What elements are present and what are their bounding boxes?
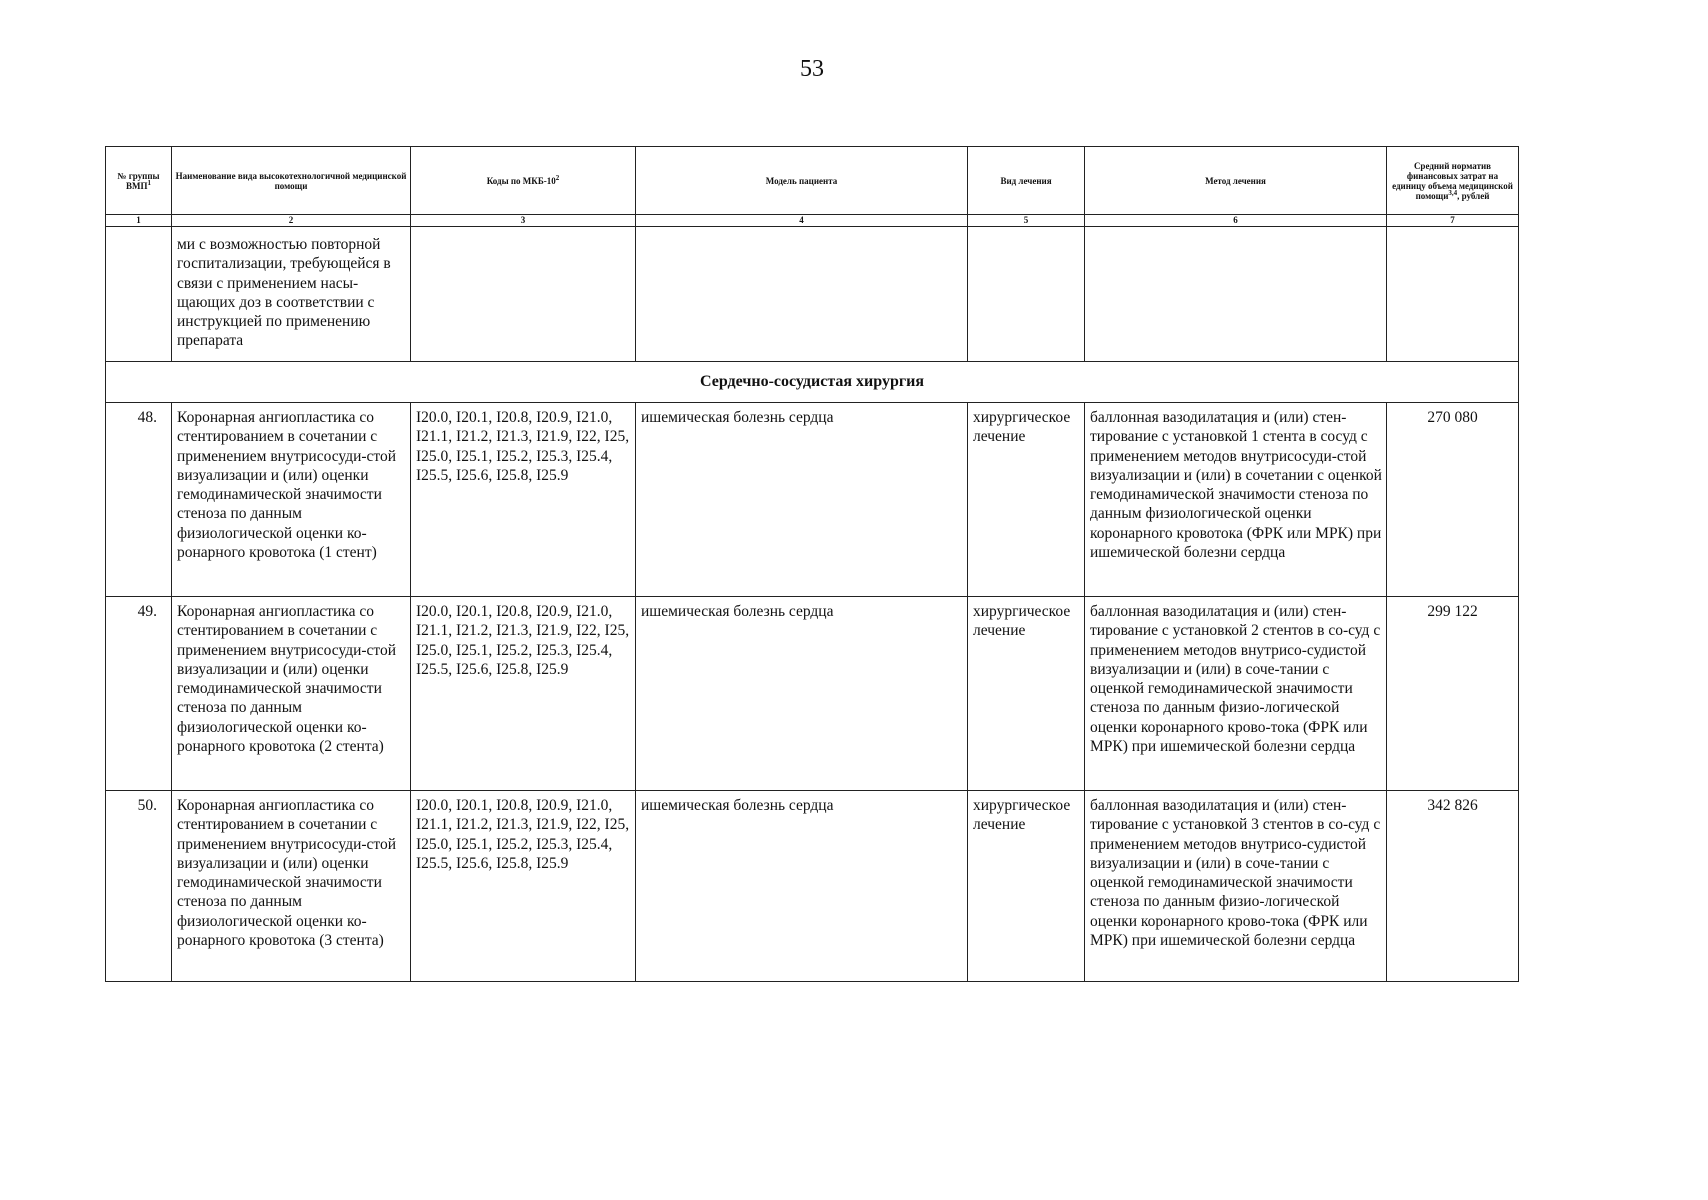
column-number: 4 [636, 215, 968, 227]
cell-patient-model: ишемическая болезнь сердца [636, 403, 968, 597]
cell-treatment-type [968, 227, 1085, 362]
cell-number: 48. [106, 403, 172, 597]
column-number: 1 [106, 215, 172, 227]
cell-patient-model: ишемическая болезнь сердца [636, 597, 968, 791]
cell-patient-model [636, 227, 968, 362]
cell-icd-codes: I20.0, I20.1, I20.8, I20.9, I21.0, I21.1, I21.2, I21.3, I21.9, I22, I25, I25.0, I25.1, I25.2, I25.3, I25.4, I25.5, I25.6, I25.8, I25.9 [411, 403, 636, 597]
cell-avg-cost: 270 080 [1387, 403, 1519, 597]
column-number: 5 [968, 215, 1085, 227]
table-row [106, 403, 1519, 597]
cell-avg-cost: 342 826 [1387, 791, 1519, 982]
cell-treatment-method: баллонная вазодилатация и (или) стен-тирование с установкой 1 стента в сосуд с применением методов внутрисосуди-стой визуализации и (или) в сочетании с оценкой гемодинамической значимости стеноза по данным физиологической оценки коронарного кровотока (ФРК или МРК) при ишемической болезни сердца [1085, 403, 1387, 597]
cell-treatment-method [1085, 227, 1387, 362]
cell-treatment-type: хирургическое лечение [968, 597, 1085, 791]
cell-icd-codes: I20.0, I20.1, I20.8, I20.9, I21.0, I21.1, I21.2, I21.3, I21.9, I22, I25, I25.0, I25.1, I25.2, I25.3, I25.4, I25.5, I25.6, I25.8, I25.9 [411, 597, 636, 791]
column-number: 7 [1387, 215, 1519, 227]
header-patient-model: Модель пациента [636, 147, 968, 215]
table-row [106, 791, 1519, 982]
cell-patient-model: ишемическая болезнь сердца [636, 791, 968, 982]
header-treatment-method: Метод лечения [1085, 147, 1387, 215]
section-title: Сердечно-сосудистая хирургия [106, 362, 1519, 403]
column-number: 3 [411, 215, 636, 227]
vmp-table [105, 146, 1519, 982]
table-header-row [106, 147, 1519, 215]
cell-icd-codes: I20.0, I20.1, I20.8, I20.9, I21.0, I21.1, I21.2, I21.3, I21.9, I22, I25, I25.0, I25.1, I25.2, I25.3, I25.4, I25.5, I25.6, I25.8, I25.9 [411, 791, 636, 982]
cell-avg-cost [1387, 227, 1519, 362]
cell-care-type: Коронарная ангиопластика со стентированием в сочетании с применением внутрисосуди-стой визуализации и (или) оценки гемодинамической значимости стеноза по данным физиологической оценки ко-ронарного кровотока (3 стента) [172, 791, 411, 982]
table-row [106, 597, 1519, 791]
header-care-type: Наименование вида высокотехнологичной медицинской помощи [172, 147, 411, 215]
cell-number [106, 227, 172, 362]
cell-icd-codes [411, 227, 636, 362]
continuation-row [106, 227, 1519, 362]
cell-treatment-method: баллонная вазодилатация и (или) стен-тирование с установкой 3 стентов в со-суд с применением методов внутрисо-судистой визуализации и (или) в соче-тании с оценкой гемодинамической значимости стеноза по данным физио-логической оценки коронарного крово-тока (ФРК или МРК) при ишемической болезни сердца [1085, 791, 1387, 982]
cell-care-type: ми с возможностью повторной госпитализации, требующейся в связи с применением насы-щающих доз в соответствии с инструкцией по применению препарата [172, 227, 411, 362]
column-numbers-row [106, 215, 1519, 227]
cell-care-type: Коронарная ангиопластика со стентированием в сочетании с применением внутрисосуди-стой визуализации и (или) оценки гемодинамической значимости стеноза по данным физиологической оценки ко-ронарного кровотока (2 стента) [172, 597, 411, 791]
column-number: 2 [172, 215, 411, 227]
section-row [106, 362, 1519, 403]
header-avg-cost: Средний норматив финансовых затрат на единицу объема медицинской помощи$^{3,4}$, рублей [1387, 147, 1519, 215]
cell-treatment-method: баллонная вазодилатация и (или) стен-тирование с установкой 2 стентов в со-суд с применением методов внутрисо-судистой визуализации и (или) в соче-тании с оценкой гемодинамической значимости стеноза по данным физио-логической оценки коронарного крово-тока (ФРК или МРК) при ишемической болезни сердца [1085, 597, 1387, 791]
header-group-no: № группы ВМП$^1$ [106, 147, 172, 215]
cell-number: 50. [106, 791, 172, 982]
column-number: 6 [1085, 215, 1387, 227]
header-icd-codes: Коды по МКБ-$10^2$ [411, 147, 636, 215]
cell-avg-cost: 299 122 [1387, 597, 1519, 791]
cell-number: 49. [106, 597, 172, 791]
page-number: 53 [800, 56, 824, 82]
cell-treatment-type: хирургическое лечение [968, 403, 1085, 597]
cell-care-type: Коронарная ангиопластика со стентированием в сочетании с применением внутрисосуди-стой визуализации и (или) оценки гемодинамической значимости стеноза по данным физиологической оценки ко-ронарного кровотока (1 стент) [172, 403, 411, 597]
cell-treatment-type: хирургическое лечение [968, 791, 1085, 982]
header-treatment-type: Вид лечения [968, 147, 1085, 215]
